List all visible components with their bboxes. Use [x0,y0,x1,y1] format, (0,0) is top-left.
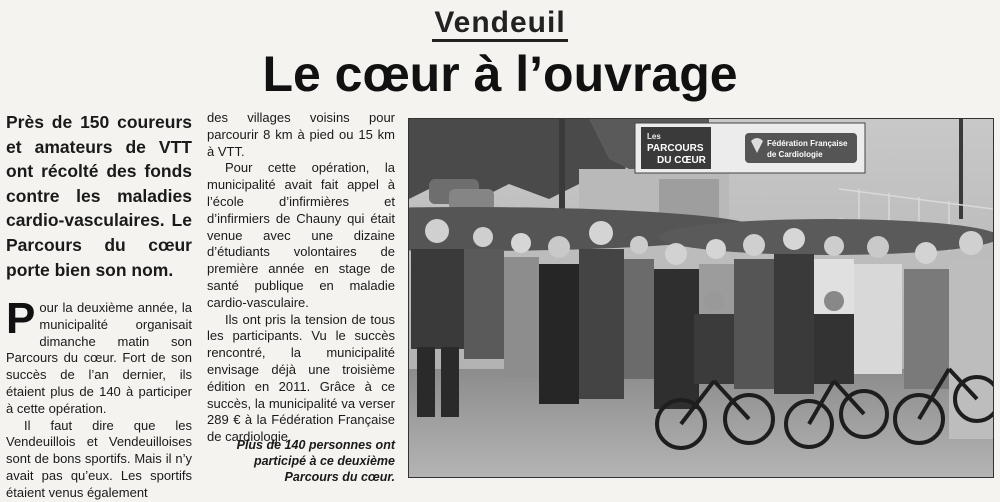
headline: Le cœur à l’ouvrage [262,46,738,102]
photo-caption [207,437,395,485]
banner-text: PARCOURS [647,143,704,154]
drop-cap: P [6,294,36,343]
paragraph-text: our la deuxième année, la municipalité organisait dimanche matin son Parcours du cœur. Fort de son succès de l’an dernier, ils étaient plus de 140 à participer à cette opération. [6,300,192,416]
photo-illustration [409,119,993,477]
article-paragraph: Il faut dire que les Vendeuillois et Vendeuilloises sont de bons sportifs. Mais il n’y avait pas qu’eux. Les sportifs étaient venus également [6,417,192,500]
banner-text: Fédération Française [767,139,848,148]
article-paragraph: des villages voisins pour parcourir 8 km à pied ou 15 km à VTT. [207,110,395,159]
group-photo [408,118,994,478]
event-banner [635,123,865,173]
article-column-1 [6,294,192,502]
article-paragraph [6,294,192,418]
caption-text: Plus de 140 personnes ont participé à ce deuxième Parcours du cœur. [236,438,395,484]
section-kicker [0,6,1000,40]
article-paragraph: Ils ont pris la tension de tous les participants. Vu le succès rencontré, la municipalité envisage déjà une troisième édition en 2011. Grâce à ce succès, la municipalité va verser 289 € à la Fédération Française de cardiologie. [207,311,395,445]
banner-text: DU CŒUR [657,155,706,166]
article-column-2 [207,110,395,446]
banner-text: de Cardiologie [767,150,823,159]
banner-text: Les [647,132,661,141]
article-paragraph: Pour cette opération, la municipalité avait fait appel à l’école d’infirmières et d’infirmiers de Chauny qui était venue avec une dizaine d’étudiants volontaires de première année en stage de santé publique en maladie cardio-vasculaire. [207,160,395,310]
kicker-text: Vendeuil [432,6,567,42]
lead-paragraph: Près de 150 coureurs et amateurs de VTT ont récolté des fonds contre les maladies cardio-vasculaires. Le Parcours du cœur porte bien son nom. [6,112,192,280]
